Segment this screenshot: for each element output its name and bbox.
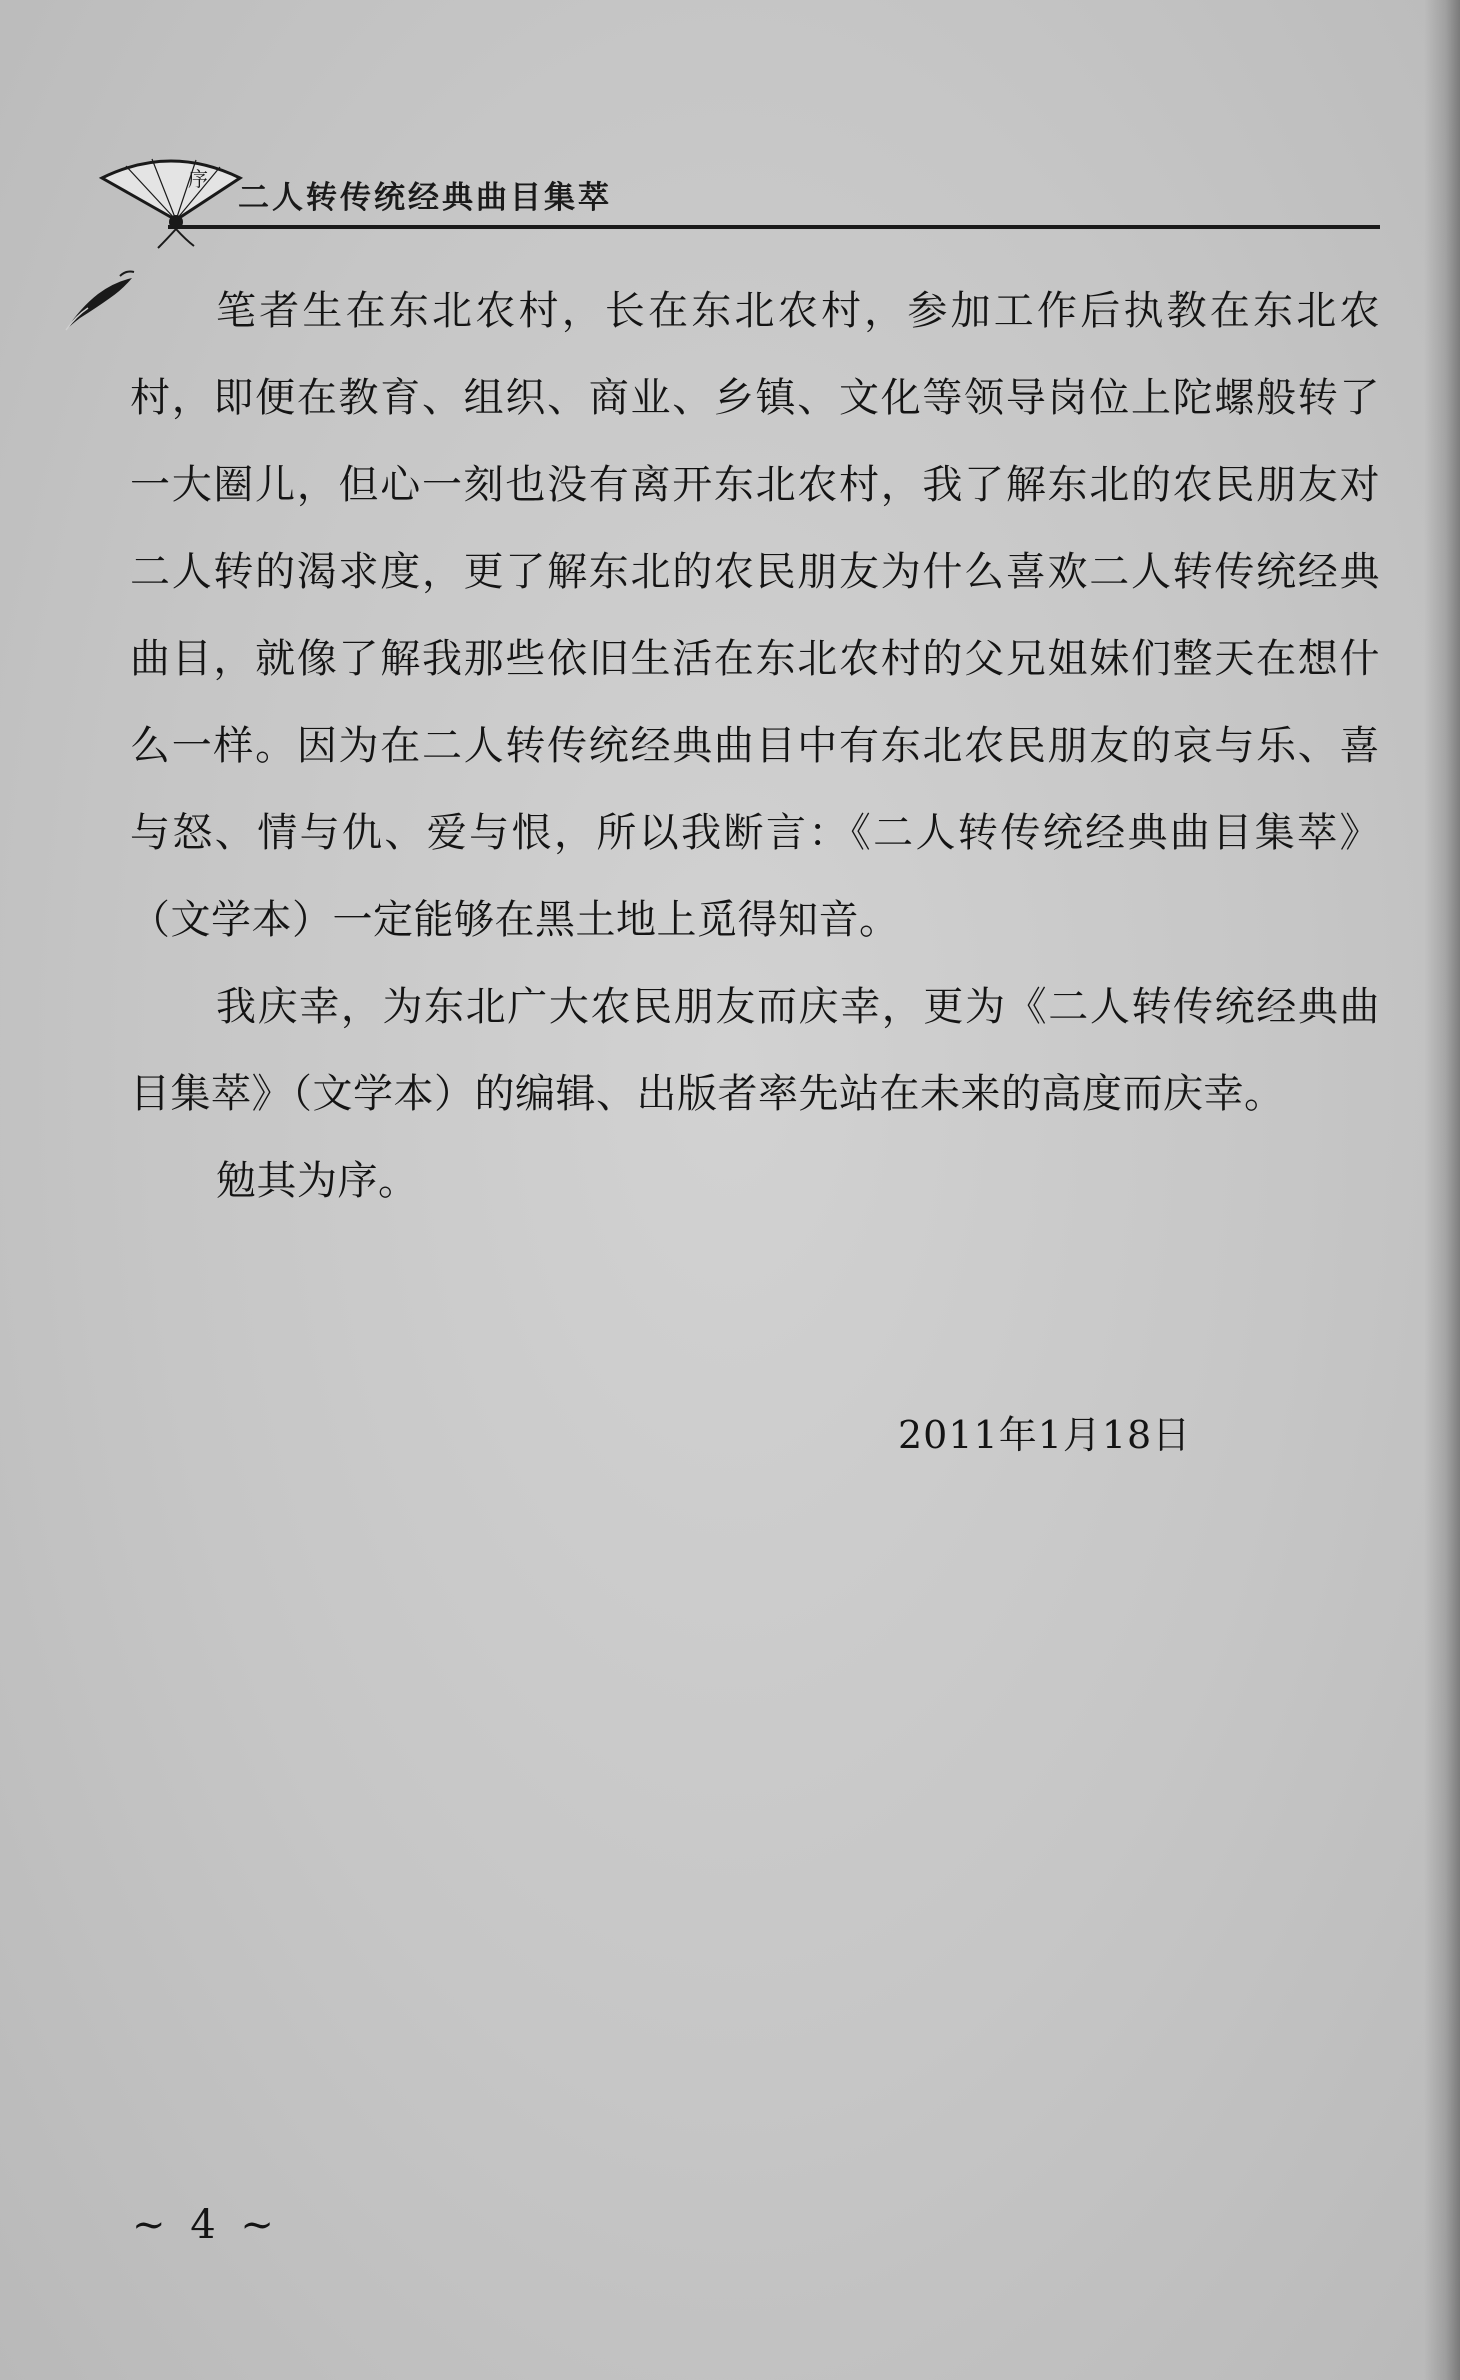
paragraph-3: 勉其为序。 [216,1158,419,1204]
header-rule [168,225,1380,229]
feather-quill-icon [58,268,138,338]
paragraph-2: 我庆幸，为东北广大农民朋友而庆幸，更为《二人转传统经典曲目集萃》（文学本）的编辑、出版者率先站在未来的高度而庆幸。 [130,984,1380,1117]
preface-body [130,268,1380,1225]
running-title: 二人转传统经典曲目集萃 [238,180,612,216]
folding-fan-icon [96,150,246,250]
page-number: ~ 4 ~ [132,2202,280,2248]
section-mark: 序 [188,167,208,191]
preface-date: 2011年1月18日 [898,1413,1192,1457]
paragraph-1: 笔者生在东北农村，长在东北农村，参加工作后执教在东北农村，即便在教育、组织、商业、乡镇、文化等领导岗位上陀螺般转了一大圈儿，但心一刻也没有离开东北农村，我了解东北的农民朋友对二人转的渴求度，更了解东北的农民朋友为什么喜欢二人转传统经典曲目，就像了解我那些依旧生活在东北农村的父兄姐妹们整天在想什么一样。因为在二人转传统经典曲目中有东北农民朋友的哀与乐、喜与怒、情与仇、爱与恨，所以我断言：《二人转传统经典曲目集萃》（文学本）一定能够在黑土地上觅得知音。 [130,288,1380,943]
spine-shadow [1424,0,1460,2380]
